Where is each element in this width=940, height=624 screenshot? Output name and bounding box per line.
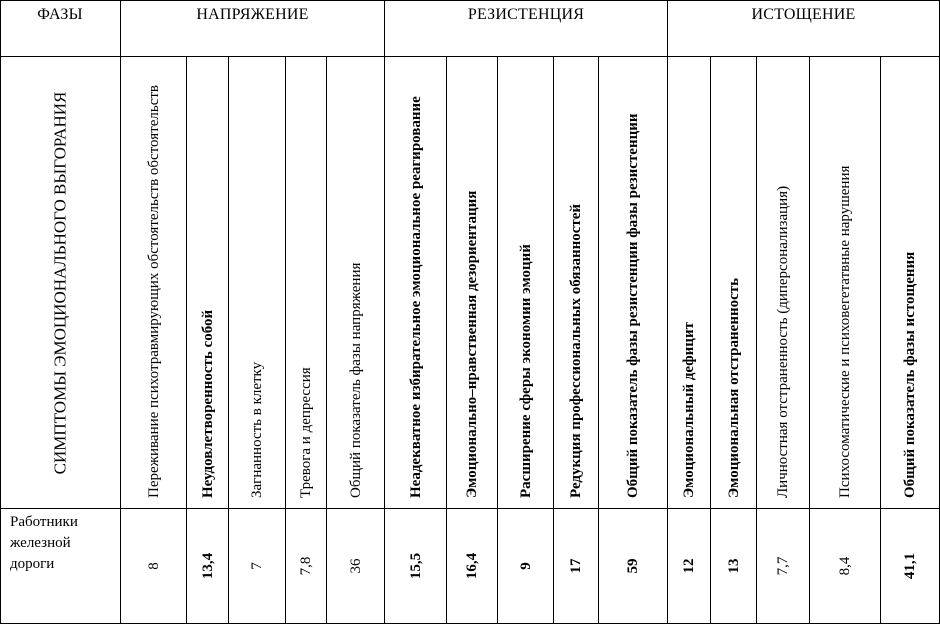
symptom-value: 7,7 bbox=[775, 556, 791, 576]
symptom-label: Общий показатель фазы резистенции фазы резистенции bbox=[625, 112, 641, 498]
symptom-label: Эмоциональная отстраненность bbox=[725, 277, 742, 498]
symptom-label: Загнанность в клетку bbox=[249, 361, 265, 498]
phase-resistance-label: РЕЗИСТЕНЦИЯ bbox=[467, 6, 585, 23]
symptom-label: Общий показатель фазы напряжения bbox=[347, 262, 364, 498]
symptom-value: 17 bbox=[568, 558, 584, 574]
symptom-value: 36 bbox=[347, 558, 364, 574]
value-cell-11 bbox=[668, 509, 711, 624]
symptom-value: 16,4 bbox=[464, 552, 480, 580]
phase-exhaustion-header bbox=[668, 0, 940, 57]
value-cell-6 bbox=[385, 509, 447, 624]
value-cell-1 bbox=[121, 509, 187, 624]
row-label-cell bbox=[0, 509, 121, 624]
symptom-header-3 bbox=[229, 57, 286, 509]
phase-tension-label: НАПРЯЖЕНИЕ bbox=[196, 6, 309, 23]
symptom-header-10 bbox=[599, 57, 668, 509]
symptom-label: Тревога и депрессия bbox=[298, 366, 314, 498]
symptom-label: Эмоциональный дефицит bbox=[681, 321, 697, 498]
symptom-header-6 bbox=[385, 57, 447, 509]
value-cell-12 bbox=[711, 509, 757, 624]
symptoms-label-cell bbox=[0, 57, 121, 509]
value-cell-10 bbox=[599, 509, 668, 624]
symptom-header-4 bbox=[286, 57, 327, 509]
value-cell-3 bbox=[229, 509, 286, 624]
symptom-header-8 bbox=[498, 57, 554, 509]
symptom-label: Переживание психотравмирующих обстоятельств обстоятельств bbox=[145, 84, 162, 498]
symptom-value: 12 bbox=[681, 558, 697, 574]
symptom-label: Редукция профессиональных обязанностей bbox=[568, 203, 584, 498]
phases-label: ФАЗЫ bbox=[37, 6, 83, 23]
symptom-value: 7 bbox=[249, 562, 265, 570]
symptom-label: Общий показатель фазы истощения bbox=[902, 251, 918, 498]
symptom-header-9 bbox=[554, 57, 599, 509]
symptom-value: 13,4 bbox=[199, 552, 216, 580]
phases-header-cell bbox=[0, 0, 121, 57]
row-label: Работники железной дороги bbox=[10, 514, 78, 572]
symptom-value: 9 bbox=[517, 562, 534, 570]
value-cell-8 bbox=[498, 509, 554, 624]
value-cell-4 bbox=[286, 509, 327, 624]
value-cell-5 bbox=[327, 509, 385, 624]
symptom-value: 8,4 bbox=[837, 556, 853, 576]
symptom-value: 41,1 bbox=[902, 552, 918, 580]
symptom-header-7 bbox=[447, 57, 498, 509]
value-cell-14 bbox=[810, 509, 881, 624]
symptom-header-13 bbox=[757, 57, 810, 509]
symptom-value: 7,8 bbox=[298, 556, 314, 576]
symptom-label: Неудовлетворенность собой bbox=[199, 309, 216, 498]
symptom-value: 13 bbox=[725, 558, 742, 574]
symptom-value: 8 bbox=[145, 562, 162, 570]
symptom-value: 15,5 bbox=[407, 552, 424, 580]
symptom-header-2 bbox=[187, 57, 229, 509]
symptom-label: Неадекватное избирательное эмоциональное реагирование bbox=[407, 95, 424, 498]
phase-resistance-header bbox=[385, 0, 668, 57]
symptoms-label: СИМПТОМЫ ЭМОЦИОНАЛЬНОГО ВЫГОРАНИЯ bbox=[50, 91, 70, 474]
symptom-header-1 bbox=[121, 57, 187, 509]
phase-exhaustion-label: ИСТОЩЕНИЕ bbox=[751, 6, 856, 23]
symptom-header-14 bbox=[810, 57, 881, 509]
symptom-label: Психосоматические и психовегетатвные нарушения bbox=[837, 165, 853, 498]
value-cell-7 bbox=[447, 509, 498, 624]
value-cell-9 bbox=[554, 509, 599, 624]
symptom-label: Расширение сферы экономии эмоций bbox=[517, 243, 534, 498]
symptom-label: Эмоционально–нравственная дезориентация bbox=[464, 190, 480, 498]
value-cell-2 bbox=[187, 509, 229, 624]
symptom-header-11 bbox=[668, 57, 711, 509]
value-cell-15 bbox=[881, 509, 940, 624]
symptom-header-5 bbox=[327, 57, 385, 509]
value-cell-13 bbox=[757, 509, 810, 624]
phase-tension-header bbox=[121, 0, 385, 57]
symptom-header-12 bbox=[711, 57, 757, 509]
symptom-label: Личностная отстраненность (диперсонализация) bbox=[775, 185, 791, 498]
symptom-value: 59 bbox=[625, 558, 641, 574]
symptom-header-15 bbox=[881, 57, 940, 509]
